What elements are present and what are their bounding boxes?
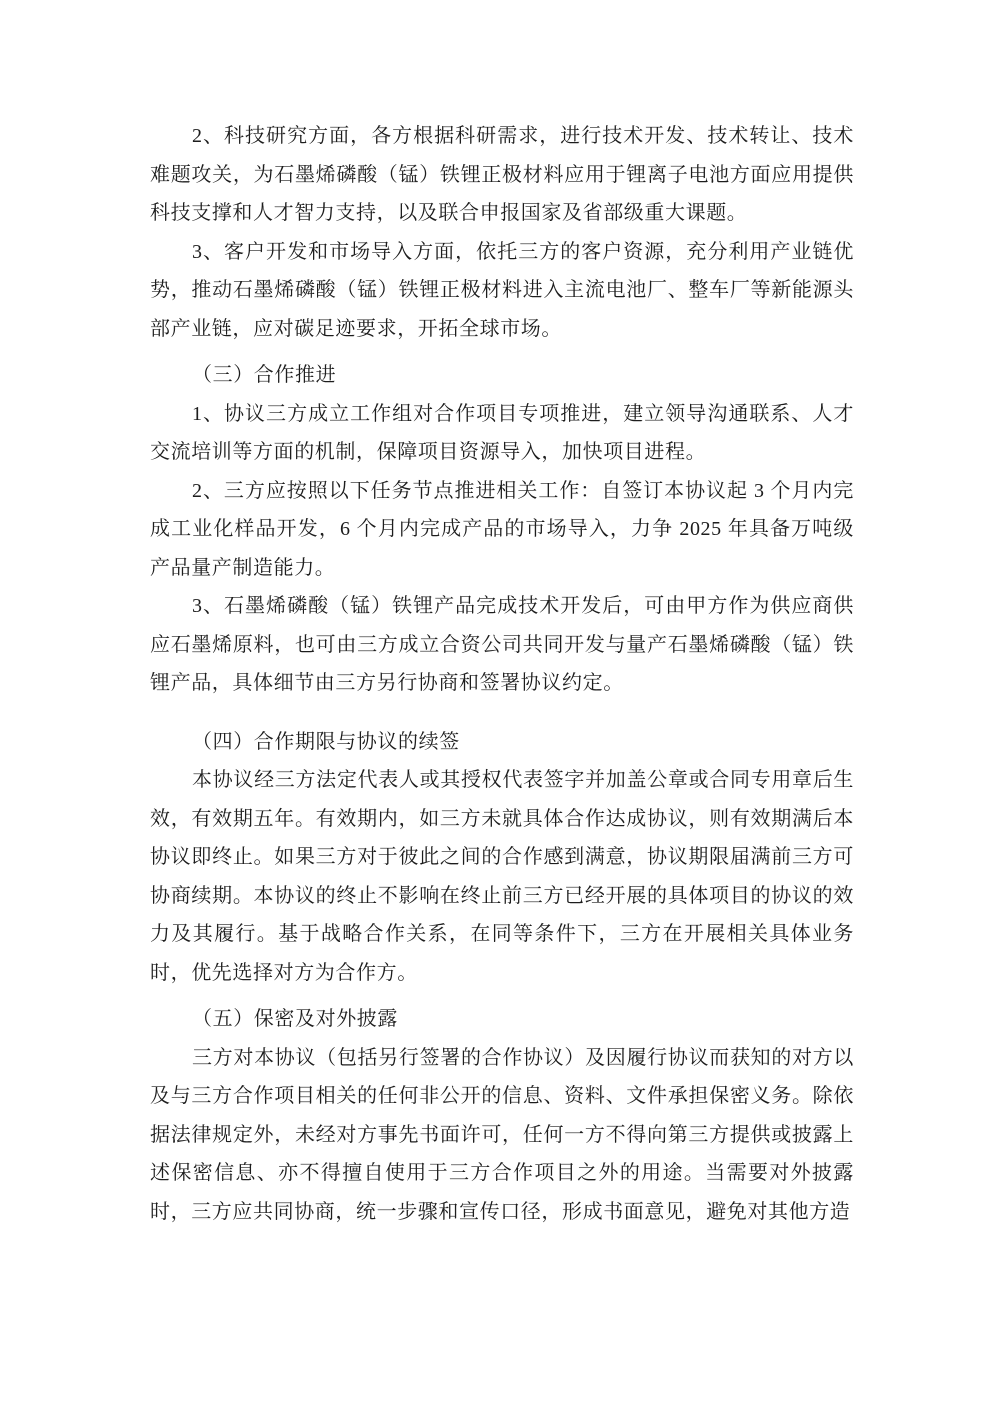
paragraph-working-group: 1、协议三方成立工作组对合作项目专项推进，建立领导沟通联系、人才交流培训等方面的机制，保障项目资源导入，加快项目进程。 — [150, 402, 854, 463]
section-heading-cooperation-advance: （三）合作推进 — [192, 364, 337, 386]
section-heading-confidentiality: （五）保密及对外披露 — [192, 1008, 398, 1030]
document-body — [150, 117, 854, 1231]
paragraph-supply-joint-venture: 3、石墨烯磷酸（锰）铁锂产品完成技术开发后，可由甲方作为供应商供应石墨烯原料，也可由三方成立合资公司共同开发与量产石墨烯磷酸（锰）铁锂产品，具体细节由三方另行协商和签署协议约定。 — [150, 595, 854, 694]
paragraph-task-milestones: 2、三方应按照以下任务节点推进相关工作：自签订本协议起 3 个月内完成工业化样品开发，6 个月内完成产品的市场导入，力争 2025 年具备万吨级产品量产制造能力。 — [150, 479, 854, 579]
section-heading-term-renewal: （四）合作期限与协议的续签 — [192, 730, 460, 753]
paragraph-confidentiality-detail: 三方对本协议（包括另行签署的合作协议）及因履行协议而获知的对方以及与三方合作项目相关的任何非公开的信息、资料、文件承担保密义务。除依据法律规定外，未经对方事先书面许可，任何一方不得向第三方提供或披露上述保密信息、亦不得擅自使用于三方合作项目之外的用途。当需要对外披露时，三方应共同协商，统一步骤和宣传口径，形成书面意见，避免对其他方造 — [150, 1046, 854, 1223]
paragraph-term-renewal-detail: 本协议经三方法定代表人或其授权代表签字并加盖公章或合同专用章后生效，有效期五年。有效期内，如三方未就具体合作达成协议，则有效期满后本协议即终止。如果三方对于彼此之间的合作感到满意，协议期限届满前三方可协商续期。本协议的终止不影响在终止前三方已经开展的具体项目的协议的效力及其履行。基于战略合作关系，在同等条件下，三方在开展相关具体业务时，优先选择对方为合作方。 — [150, 769, 854, 984]
paragraph-customer-market: 3、客户开发和市场导入方面，依托三方的客户资源，充分利用产业链优势，推动石墨烯磷酸（锰）铁锂正极材料进入主流电池厂、整车厂等新能源头部产业链，应对碳足迹要求，开拓全球市场。 — [150, 240, 854, 340]
paragraph-tech-research: 2、科技研究方面，各方根据科研需求，进行技术开发、技术转让、技术难题攻关，为石墨烯磷酸（锰）铁锂正极材料应用于锂离子电池方面应用提供科技支撑和人才智力支持，以及联合申报国家及省部级重大课题。 — [150, 125, 854, 224]
